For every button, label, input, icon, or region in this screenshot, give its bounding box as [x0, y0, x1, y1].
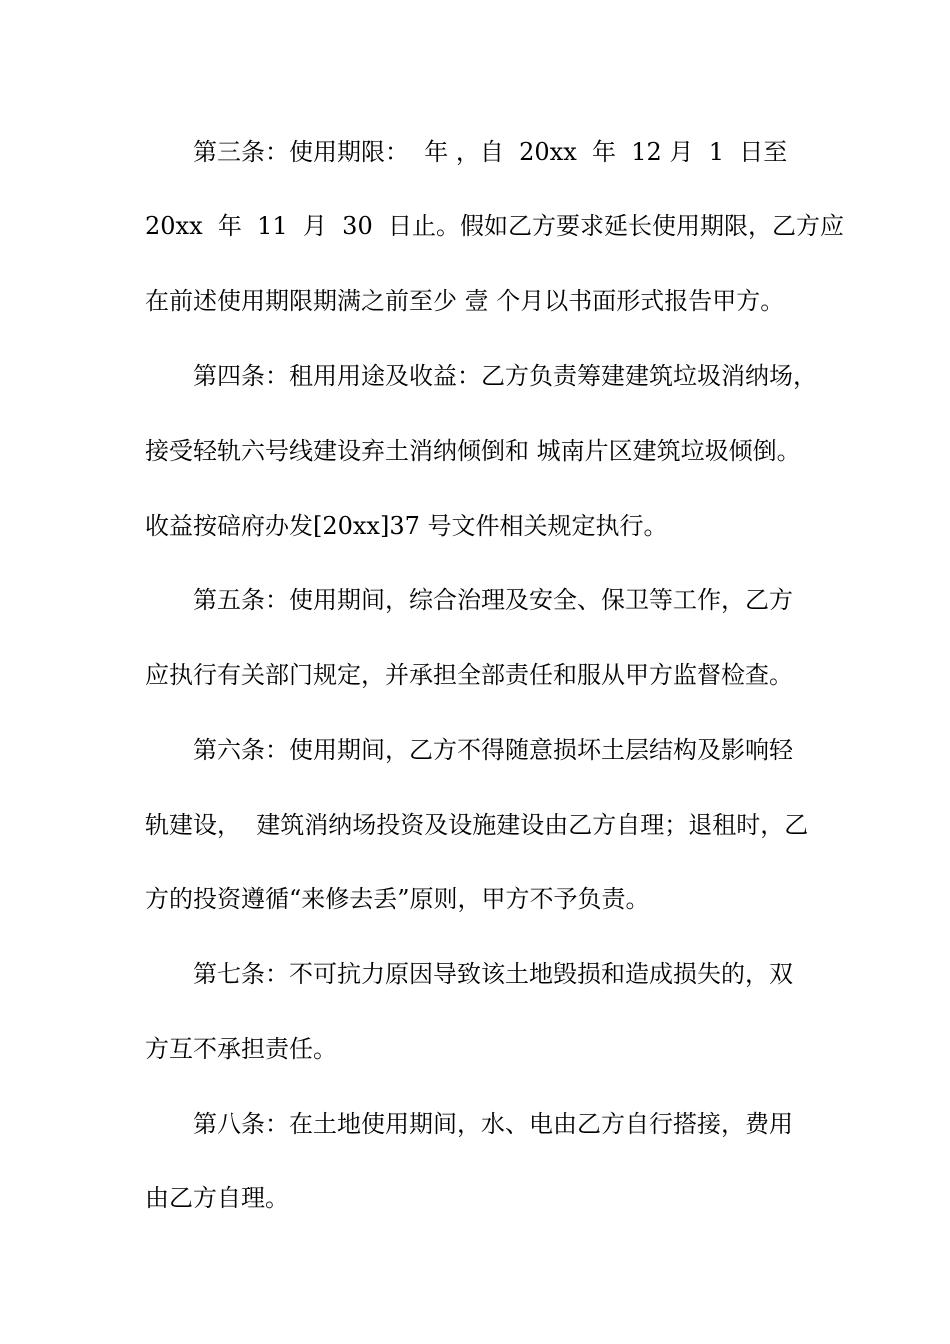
article-7-line-1: 第七条：不可抗力原因导致该土地毁损和造成损失的，双: [193, 960, 793, 988]
article-4-line-1: 第四条：租用用途及收益：乙方负责筹建建筑垃圾消纳场，: [193, 362, 817, 390]
article-7-line-2: 方互不承担责任。: [145, 1035, 337, 1063]
article-6-line-3: 方的投资遵循“来修去丢”原则，甲方不予负责。: [145, 885, 650, 913]
article-4-line-2: 接受轻轨六号线建设弃土消纳倾倒和 城南片区建筑垃圾倾倒。: [145, 437, 801, 465]
article-3-line-2: 20xx 年 11 月 30 日止。假如乙方要求延长使用期限，乙方应: [145, 212, 844, 240]
article-8-line-1: 第八条：在土地使用期间，水、电由乙方自行搭接，费用: [193, 1110, 793, 1138]
article-6-line-2: 轨建设， 建筑消纳场投资及设施建设由乙方自理；退租时，乙: [145, 811, 809, 839]
article-3-line-3: 在前述使用期限期满之前至少 壹 个月以书面形式报告甲方。: [145, 287, 785, 315]
article-5-line-1: 第五条：使用期间，综合治理及安全、保卫等工作，乙方: [193, 586, 793, 614]
article-6-line-1: 第六条：使用期间，乙方不得随意损坏土层结构及影响轻: [193, 736, 793, 764]
article-8-line-2: 由乙方自理。: [145, 1184, 289, 1212]
article-4-line-3: 收益按碚府办发[20xx]37 号文件相关规定执行。: [145, 512, 668, 540]
article-3-line-1: 第三条：使用期限： 年 ，自 20xx 年 12 月 1 日至: [193, 138, 788, 166]
article-5-line-2: 应执行有关部门规定，并承担全部责任和服从甲方监督检查。: [145, 661, 793, 689]
